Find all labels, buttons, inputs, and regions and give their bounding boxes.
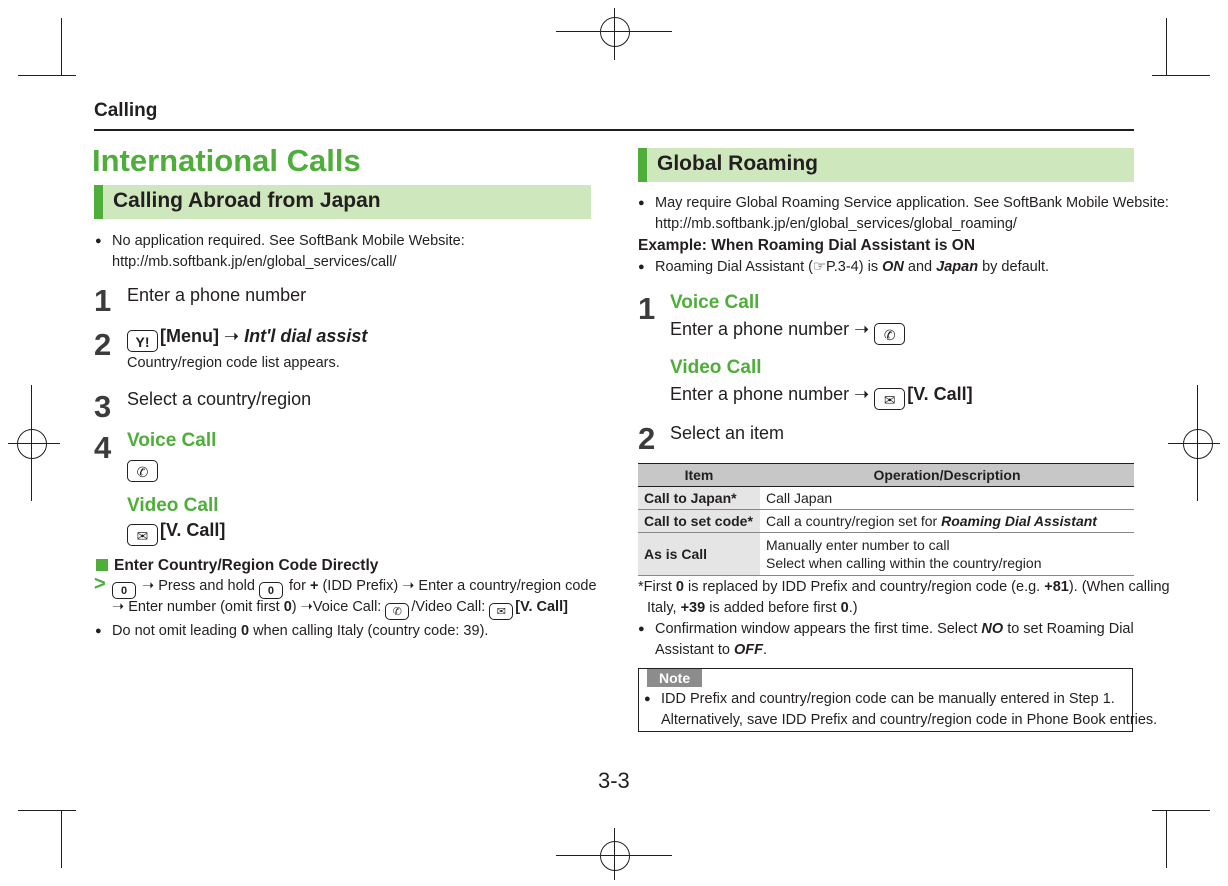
square-bullet-icon xyxy=(96,559,108,571)
step-number: 2 xyxy=(638,421,656,456)
desc-text: Call a country/region set for xyxy=(766,513,942,529)
italy-text-b: when calling Italy (country code: 39). xyxy=(253,623,489,639)
voice-call-line xyxy=(670,319,907,345)
roaming-b1-line1: May require Global Roaming Service application. See SoftBank Mobile Website: xyxy=(655,195,1169,211)
no-value: NO xyxy=(981,621,1004,637)
arrow-icon: ➝ xyxy=(224,326,240,346)
direct-entry-title: Enter Country/Region Code Directly xyxy=(114,557,379,574)
confirm-text: . xyxy=(762,642,768,658)
intro-line1: No application required. See SoftBank Mobile Website: xyxy=(112,233,465,249)
example-heading: Example: When Roaming Dial Assistant is ON xyxy=(638,237,976,254)
crop-mark xyxy=(18,810,76,811)
fn-text: Italy, xyxy=(647,600,677,616)
video-call-line xyxy=(670,384,973,410)
voice-call-heading: Voice Call xyxy=(670,292,760,313)
intl-dial-assist-label: Int'l dial assist xyxy=(244,326,368,346)
table-header-row xyxy=(638,464,1134,487)
rda-text-a: Roaming Dial Assistant ( xyxy=(655,259,813,275)
fn-text: .) xyxy=(848,600,858,616)
v-call-label: [V. Call] xyxy=(515,599,568,615)
fn-text: ). (When calling xyxy=(1068,579,1170,595)
step-number: 3 xyxy=(94,389,112,424)
roaming-link[interactable]: http://mb.softbank.jp/en/global_services/global_roaming/ xyxy=(655,216,1017,232)
idd-prefix-text: (IDD Prefix) xyxy=(322,578,399,594)
code-39: +39 xyxy=(680,600,706,616)
section-title: Calling Abroad from Japan xyxy=(113,189,381,212)
section-header-global-roaming xyxy=(638,148,1134,182)
column-header: Operation/Description xyxy=(760,464,1134,487)
registration-mark xyxy=(600,17,630,47)
step-2-sub: Country/region code list appears. xyxy=(127,355,340,371)
voice-call-heading: Voice Call xyxy=(127,430,217,451)
italy-text-a: Do not omit leading xyxy=(112,623,237,639)
intro-bullet xyxy=(112,231,465,273)
video-call-key-line xyxy=(127,520,225,546)
call-key-icon: ✆ xyxy=(127,460,158,482)
fn-text: is added before first xyxy=(709,600,837,616)
section-header-calling-abroad xyxy=(94,185,591,219)
fn-text: First xyxy=(643,579,672,595)
voice-call-key-line xyxy=(127,456,160,482)
roaming-dial-assistant-label: Roaming Dial Assistant xyxy=(941,513,1097,529)
crop-mark xyxy=(61,18,62,76)
note-line: Alternatively, save IDD Prefix and country/region code in Phone Book entries. xyxy=(661,712,1158,728)
confirm-bullet xyxy=(655,619,1134,661)
page-number: 3-3 xyxy=(598,768,630,793)
mail-key-icon: ✉ xyxy=(489,603,513,620)
rda-text-b: ) is xyxy=(858,259,879,275)
call-key-icon: ✆ xyxy=(385,603,409,620)
confirm-text: Assistant to xyxy=(655,642,730,658)
enter-code-text: Enter a country/region code xyxy=(418,578,597,594)
direct-entry-heading xyxy=(96,555,378,576)
page-ref-link[interactable]: P.3-4 xyxy=(825,259,859,275)
header-rule xyxy=(94,129,1134,131)
press-hold-text: Press and hold xyxy=(158,578,255,594)
v-call-label: [V. Call] xyxy=(907,384,973,404)
code-81: +81 xyxy=(1044,579,1069,595)
zero-digit: 0 xyxy=(675,579,684,595)
desc-cell: Call Japan xyxy=(760,487,1134,510)
mail-key-icon: ✉ xyxy=(127,524,158,546)
video-call-text: /Video Call: xyxy=(411,599,486,615)
arrow-icon: ➝ xyxy=(300,599,313,615)
pointer-icon: ☞ xyxy=(812,259,826,275)
paren-close: ) xyxy=(291,599,297,615)
direct-line-1 xyxy=(112,576,597,599)
arrow-icon: ➝ xyxy=(854,384,870,404)
arrow-icon: ➝ xyxy=(402,578,415,594)
item-cell: As is Call xyxy=(638,533,760,576)
zero-digit: 0 xyxy=(240,623,250,639)
japan-value: Japan xyxy=(936,259,979,275)
crop-mark xyxy=(1166,18,1167,76)
crop-mark xyxy=(1152,75,1210,76)
registration-mark xyxy=(1183,429,1213,459)
operation-table xyxy=(638,463,1134,576)
zero-digit: 0 xyxy=(840,600,849,616)
step-number: 1 xyxy=(94,283,112,318)
roaming-bullet-1 xyxy=(655,193,1169,235)
v-call-label: [V. Call] xyxy=(160,520,226,540)
step-text: Enter a phone number xyxy=(127,285,307,305)
table-row xyxy=(638,510,1134,533)
step-number: 2 xyxy=(94,327,112,362)
italy-bullet xyxy=(112,621,488,642)
for-text: for xyxy=(289,578,306,594)
note-bullet xyxy=(661,689,1157,731)
step-text: Select a country/region xyxy=(127,389,312,409)
default-text: by default. xyxy=(982,259,1050,275)
table-row xyxy=(638,487,1134,510)
arrow-icon: ➝ xyxy=(112,599,125,615)
footnote-line-2 xyxy=(647,598,858,619)
item-cell: Call to set code* xyxy=(638,510,760,533)
video-call-heading: Video Call xyxy=(670,357,762,378)
step-number: 1 xyxy=(638,291,656,326)
enter-number-text: Enter a phone number xyxy=(670,384,850,404)
crop-mark xyxy=(61,810,62,868)
desc-line: Manually enter number to call xyxy=(766,537,950,553)
registration-mark xyxy=(17,429,47,459)
call-key-icon: ✆ xyxy=(874,323,905,345)
desc-cell xyxy=(760,510,1134,533)
section-accent xyxy=(638,148,647,182)
zero-key-icon: 0 xyxy=(112,582,136,599)
arrow-icon: ➝ xyxy=(142,578,155,594)
desc-line: Select when calling within the country/region xyxy=(766,555,1042,571)
enter-number-text: Enter a phone number xyxy=(670,319,850,339)
roaming-bullet-2 xyxy=(655,257,1049,278)
step-2-line xyxy=(127,326,367,352)
and-text: and xyxy=(907,259,933,275)
crop-mark xyxy=(1166,810,1167,868)
menu-label: [Menu] xyxy=(160,326,219,346)
voice-call-text: Voice Call: xyxy=(312,599,382,615)
yahoo-key-icon: Y! xyxy=(127,330,158,352)
footnote xyxy=(638,577,1170,598)
plus-symbol: + xyxy=(309,578,319,594)
note-label: Note xyxy=(647,669,702,687)
on-value: ON xyxy=(882,259,904,275)
fn-text: is replaced by IDD Prefix and country/region code (e.g. xyxy=(687,579,1041,595)
column-header: Item xyxy=(638,464,760,487)
zero-key-icon: 0 xyxy=(259,582,283,599)
step-number: 4 xyxy=(94,430,112,465)
table-row xyxy=(638,533,1134,576)
off-value: OFF xyxy=(733,642,763,658)
intro-link[interactable]: http://mb.softbank.jp/en/global_services/call/ xyxy=(112,254,397,270)
crop-mark xyxy=(1152,810,1210,811)
section-accent xyxy=(94,185,103,219)
desc-cell xyxy=(760,533,1134,576)
step-text: Select an item xyxy=(670,423,785,443)
page-title: International Calls xyxy=(92,143,361,178)
video-call-heading: Video Call xyxy=(127,495,219,516)
item-cell: Call to Japan* xyxy=(638,487,760,510)
arrow-icon: ➝ xyxy=(854,319,870,339)
mail-key-icon: ✉ xyxy=(874,388,905,410)
enter-number-text: Enter number (omit first xyxy=(128,599,280,615)
crop-mark xyxy=(18,75,76,76)
running-header: Calling xyxy=(94,100,158,121)
direct-line-2 xyxy=(112,597,568,620)
note-box xyxy=(638,668,1158,732)
chevron-right-icon: > xyxy=(94,573,106,595)
zero-digit: 0 xyxy=(283,599,292,615)
note-line: IDD Prefix and country/region code can be manually entered in Step 1. xyxy=(661,691,1115,707)
section-title: Global Roaming xyxy=(657,152,819,175)
registration-mark xyxy=(600,841,630,871)
confirm-text: to set Roaming Dial xyxy=(1007,621,1134,637)
confirm-text: Confirmation window appears the first time. Select xyxy=(655,621,978,637)
footnote-star: * xyxy=(638,579,644,595)
